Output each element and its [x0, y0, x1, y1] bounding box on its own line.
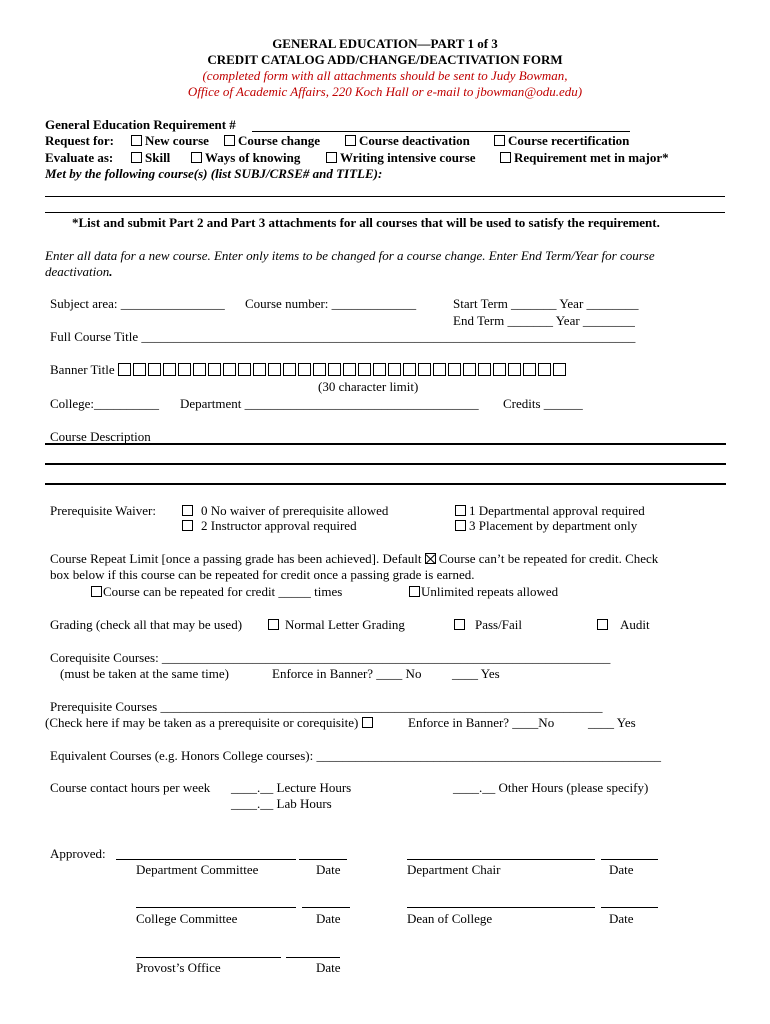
- checkbox-icon[interactable]: [455, 505, 466, 516]
- attachments-note: *List and submit Part 2 and Part 3 attachments for all courses that will be used to satisfy the requirement.: [72, 215, 660, 230]
- checkbox-icon[interactable]: [131, 152, 142, 163]
- banner-title-field[interactable]: [50, 362, 568, 378]
- banner-character-box[interactable]: [208, 363, 221, 376]
- dean-label: Dean of College: [407, 911, 493, 926]
- form-title-line2: CREDIT CATALOG ADD/CHANGE/DEACTIVATION FORM: [207, 52, 563, 67]
- coreq-enforce-yes[interactable]: ____ Yes: [452, 666, 500, 681]
- checkbox-icon[interactable]: [326, 152, 337, 163]
- checkbox-icon[interactable]: [409, 586, 420, 597]
- provost-signature-line[interactable]: [136, 957, 281, 958]
- banner-character-box[interactable]: [163, 363, 176, 376]
- course-description-line-3[interactable]: [45, 483, 726, 485]
- gen-ed-requirement-field[interactable]: [252, 131, 630, 132]
- prereq-or-coreq-check[interactable]: (Check here if may be taken as a prerequisite or corequisite): [45, 715, 376, 731]
- checkbox-icon[interactable]: [455, 520, 466, 531]
- banner-character-box[interactable]: [178, 363, 191, 376]
- banner-character-box[interactable]: [133, 363, 146, 376]
- banner-character-box[interactable]: [238, 363, 251, 376]
- repeat-times-option[interactable]: Course can be repeated for credit _____ times: [91, 584, 342, 600]
- banner-character-box[interactable]: [268, 363, 281, 376]
- submission-note-2: Office of Academic Affairs, 220 Koch Hall or e-mail to jbowman@odu.edu): [187, 84, 583, 99]
- request-for-label: Request for:: [45, 133, 114, 148]
- evaluate-requirement-met[interactable]: Requirement met in major*: [500, 150, 669, 166]
- dept-committee-label: Department Committee: [136, 862, 259, 877]
- department-field[interactable]: Department ____________________________________: [180, 396, 479, 411]
- provost-label: Provost’s Office: [136, 960, 221, 975]
- dept-committee-date-line[interactable]: [299, 859, 347, 860]
- course-list-line-1[interactable]: [45, 196, 725, 197]
- checkbox-icon[interactable]: [191, 152, 202, 163]
- banner-character-box[interactable]: [508, 363, 521, 376]
- course-number-field[interactable]: Course number: _____________: [245, 296, 417, 311]
- banner-character-box[interactable]: [283, 363, 296, 376]
- checkbox-icon[interactable]: [268, 619, 279, 630]
- approved-label: Approved:: [50, 846, 106, 861]
- banner-character-box[interactable]: [538, 363, 551, 376]
- waiver-option-1[interactable]: 1 Departmental approval required: [455, 503, 645, 519]
- course-description-label: Course Description: [50, 429, 151, 444]
- dept-chair-date-line[interactable]: [601, 859, 658, 860]
- course-description-line-2[interactable]: [45, 463, 726, 465]
- unlimited-repeats-option[interactable]: Unlimited repeats allowed: [409, 584, 558, 600]
- waiver-option-2[interactable]: 2 Instructor approval required: [182, 518, 357, 534]
- banner-character-box[interactable]: [343, 363, 356, 376]
- checkbox-icon[interactable]: [91, 586, 102, 597]
- submission-note-1: (completed form with all attachments should be sent to Judy Bowman,: [202, 68, 568, 83]
- met-by-label: Met by the following course(s) (list SUBJ/CRSE# and TITLE):: [45, 166, 383, 181]
- banner-character-box[interactable]: [493, 363, 506, 376]
- date-label: Date: [316, 862, 341, 877]
- grading-normal-letter[interactable]: Normal Letter Grading: [268, 617, 405, 633]
- course-list-line-2[interactable]: [45, 212, 725, 213]
- prerequisite-field[interactable]: Prerequisite Courses ____________________________________________________________________: [50, 699, 603, 714]
- instructions-line1: Enter all data for a new course. Enter only items to be changed for a course change. Enter End Term/Year for course: [45, 248, 655, 263]
- college-field[interactable]: College:__________: [50, 396, 160, 411]
- college-committee-date-line[interactable]: [302, 907, 350, 908]
- banner-character-box[interactable]: [118, 363, 131, 376]
- date-label: Date: [316, 911, 341, 926]
- banner-character-box[interactable]: [403, 363, 416, 376]
- banner-character-box[interactable]: [523, 363, 536, 376]
- banner-limit-note: (30 character limit): [318, 379, 419, 394]
- banner-character-box[interactable]: [373, 363, 386, 376]
- banner-character-box[interactable]: [223, 363, 236, 376]
- repeat-limit-line2: box below if this course can be repeated for credit once a passing grade is earned.: [50, 567, 475, 582]
- prereq-waiver-label: Prerequisite Waiver:: [50, 503, 156, 518]
- banner-title-label: Banner Title: [50, 362, 115, 377]
- checkbox-icon[interactable]: [182, 505, 193, 516]
- evaluate-skill[interactable]: Skill: [131, 150, 170, 166]
- banner-character-box[interactable]: [433, 363, 446, 376]
- checkbox-icon[interactable]: [454, 619, 465, 630]
- repeat-limit-line1: Course Repeat Limit [once a passing grade has been achieved]. Default Course can’t be repeated for credit. Check: [50, 551, 659, 566]
- request-new-course[interactable]: New course: [131, 133, 209, 149]
- date-label: Date: [609, 911, 634, 926]
- checkbox-icon[interactable]: [345, 135, 356, 146]
- grading-audit[interactable]: Audit: [597, 617, 650, 633]
- gen-ed-requirement-label: General Education Requirement #: [45, 117, 236, 132]
- date-label: Date: [609, 862, 634, 877]
- grading-pass-fail[interactable]: Pass/Fail: [454, 617, 522, 633]
- college-committee-label: College Committee: [136, 911, 238, 926]
- banner-character-box[interactable]: [463, 363, 476, 376]
- provost-date-line[interactable]: [286, 957, 340, 958]
- prereq-enforce-no[interactable]: Enforce in Banner? ____No: [408, 715, 555, 730]
- banner-character-box[interactable]: [418, 363, 431, 376]
- banner-character-box[interactable]: [328, 363, 341, 376]
- end-term-field[interactable]: End Term _______ Year ________: [453, 313, 635, 328]
- evaluate-ways-of-knowing[interactable]: Ways of knowing: [191, 150, 300, 166]
- banner-character-box[interactable]: [298, 363, 311, 376]
- banner-character-box[interactable]: [478, 363, 491, 376]
- equivalent-courses-field[interactable]: Equivalent Courses (e.g. Honors College courses): _____________________________________________________: [50, 748, 661, 763]
- checkbox-icon[interactable]: [131, 135, 142, 146]
- course-description-line-1[interactable]: [45, 443, 726, 445]
- grading-label: Grading (check all that may be used): [50, 617, 243, 632]
- request-course-change[interactable]: Course change: [224, 133, 320, 149]
- form-title-line1: GENERAL EDUCATION—PART 1 of 3: [272, 36, 498, 51]
- subject-area-field[interactable]: Subject area: ________________: [50, 296, 225, 311]
- checkbox-icon[interactable]: [224, 135, 235, 146]
- dept-chair-label: Department Chair: [407, 862, 501, 877]
- dept-chair-signature-line[interactable]: [407, 859, 595, 860]
- other-hours-field[interactable]: ____.__ Other Hours (please specify): [453, 780, 649, 795]
- prereq-enforce-yes[interactable]: ____ Yes: [588, 715, 636, 730]
- full-course-title-field[interactable]: Full Course Title ____________________________________________________________________________: [50, 329, 636, 344]
- instructions-line2: deactivation.: [45, 264, 113, 279]
- banner-character-box[interactable]: [448, 363, 461, 376]
- default-checked-checkbox-icon[interactable]: [425, 553, 436, 564]
- banner-character-box[interactable]: [253, 363, 266, 376]
- corequisite-sub-note: (must be taken at the same time): [60, 666, 229, 681]
- banner-character-box[interactable]: [148, 363, 161, 376]
- start-term-field[interactable]: Start Term _______ Year ________: [453, 296, 639, 311]
- waiver-option-3[interactable]: 3 Placement by department only: [455, 518, 637, 534]
- banner-title-character-boxes[interactable]: [118, 362, 568, 377]
- request-course-deactivation[interactable]: Course deactivation: [345, 133, 470, 149]
- checkbox-icon[interactable]: [494, 135, 505, 146]
- dept-committee-signature-line[interactable]: [116, 859, 296, 860]
- college-committee-signature-line[interactable]: [136, 907, 296, 908]
- checkbox-icon[interactable]: [182, 520, 193, 531]
- evaluate-as-label: Evaluate as:: [45, 150, 114, 165]
- checkbox-icon[interactable]: [362, 717, 373, 728]
- dean-signature-line[interactable]: [407, 907, 595, 908]
- banner-character-box[interactable]: [388, 363, 401, 376]
- banner-character-box[interactable]: [358, 363, 371, 376]
- credits-field[interactable]: Credits ______: [503, 396, 583, 411]
- date-label: Date: [316, 960, 341, 975]
- request-course-recertification[interactable]: Course recertification: [494, 133, 629, 149]
- banner-character-box[interactable]: [553, 363, 566, 376]
- banner-character-box[interactable]: [313, 363, 326, 376]
- checkbox-icon[interactable]: [597, 619, 608, 630]
- corequisite-field[interactable]: Corequisite Courses: _____________________________________________________________________: [50, 650, 611, 665]
- lab-hours-field[interactable]: ____.__ Lab Hours: [231, 796, 332, 811]
- dean-date-line[interactable]: [601, 907, 658, 908]
- contact-hours-label: Course contact hours per week: [50, 780, 211, 795]
- lecture-hours-field[interactable]: ____.__ Lecture Hours: [231, 780, 352, 795]
- coreq-enforce-no[interactable]: Enforce in Banner? ____ No: [272, 666, 422, 681]
- evaluate-writing-intensive[interactable]: Writing intensive course: [326, 150, 476, 166]
- checkbox-icon[interactable]: [500, 152, 511, 163]
- banner-character-box[interactable]: [193, 363, 206, 376]
- waiver-option-0[interactable]: 0 No waiver of prerequisite allowed: [182, 503, 388, 519]
